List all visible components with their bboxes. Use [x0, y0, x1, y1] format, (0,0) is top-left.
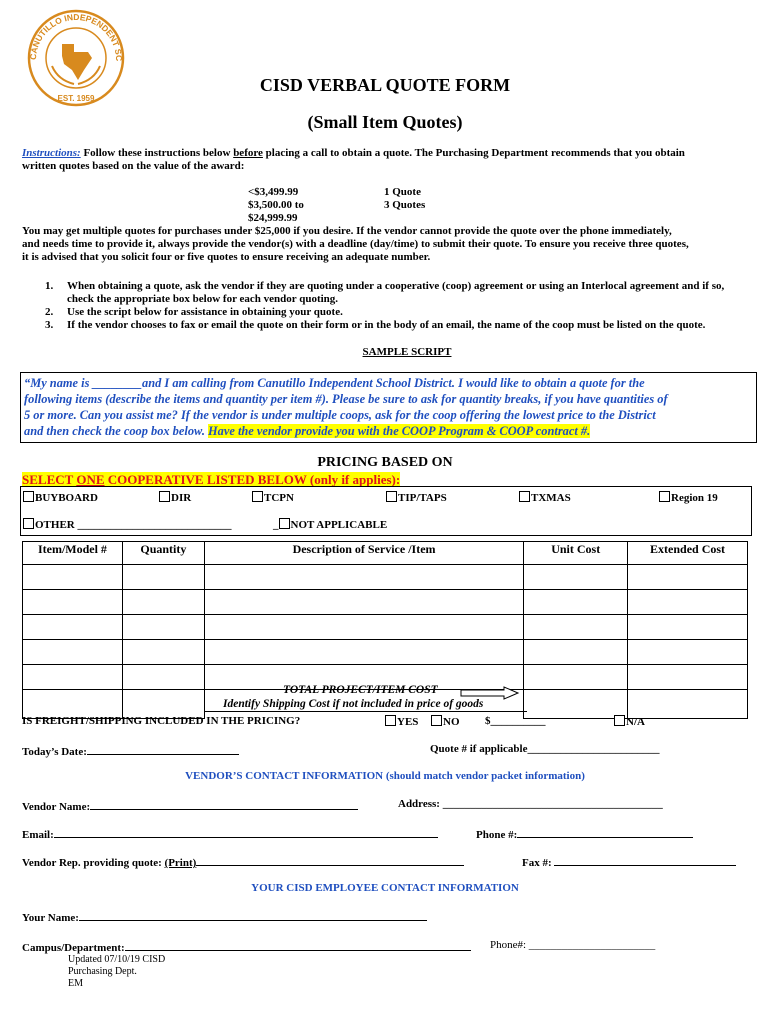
step-item: check the appropriate box below for each vendor quoting.	[67, 293, 339, 305]
vendor-address-field[interactable]: Address: ________________________________________	[398, 798, 663, 810]
total-cost-label: TOTAL PROJECT/ITEM COST	[283, 684, 438, 696]
script-line: following items (describe the items and quantity per item #). Please be sure to ask for quantity breaks, if you have quantities of	[24, 392, 668, 406]
coop-options-box	[20, 486, 752, 536]
page-subtitle: (Small Item Quotes)	[307, 112, 463, 132]
vendor-fax-field[interactable]: Fax #:	[522, 854, 736, 870]
header-item-model: Item/Model #	[23, 542, 123, 565]
coop-option-region-19[interactable]: Region 19	[659, 491, 718, 505]
freight-question: IS FREIGHT/SHIPPING INCLUDED IN THE PRICING?	[22, 715, 301, 727]
coop-option-tip-taps[interactable]: TIP/TAPS	[386, 491, 447, 505]
coop-option-not-applicable[interactable]: _ NOT APPLICABLE	[273, 519, 388, 531]
header-quantity: Quantity	[122, 542, 204, 565]
threshold-row: $24,999.99	[248, 212, 298, 224]
table-row[interactable]	[23, 590, 748, 615]
coop-option-tcpn[interactable]: TCPN	[252, 491, 294, 505]
instructions-text-c: written quotes based on the value of the award:	[22, 160, 245, 172]
step-item: 1. When obtaining a quote, ask the vendor if they are quoting under a cooperative (coop) agreement or using an Interlocal agreement and if so,	[45, 280, 725, 292]
coop-other-line[interactable]: ____________________________	[77, 519, 232, 531]
checkbox-icon[interactable]	[23, 491, 34, 502]
freight-no-option[interactable]: NO	[431, 715, 460, 729]
vendor-email-field[interactable]: Email:	[22, 826, 438, 842]
checkbox-icon[interactable]	[659, 491, 670, 502]
coop-option-txmas[interactable]: TXMAS	[519, 491, 571, 505]
script-line: 5 or more. Can you assist me? If the vendor is under multiple coops, ask for the coop offering the lowest price to the District	[24, 408, 656, 422]
coop-option-dir[interactable]: DIR	[159, 491, 191, 505]
checkbox-icon[interactable]	[159, 491, 170, 502]
vendor-name-field[interactable]: Vendor Name:	[22, 798, 358, 814]
script-highlight: Have the vendor provide you with the COOP Program & COOP contract #.	[208, 424, 591, 438]
checkbox-icon[interactable]	[431, 715, 442, 726]
header-unit-cost: Unit Cost	[524, 542, 628, 565]
page-title: CISD VERBAL QUOTE FORM	[259, 75, 511, 95]
vendor-phone-field[interactable]: Phone #:	[476, 826, 693, 842]
step-item: 3. If the vendor chooses to fax or email the quote on their form or in the body of an email, the name of the coop must be listed on the quote.	[45, 319, 706, 331]
checkbox-icon[interactable]	[23, 518, 34, 529]
vendor-contact-heading: VENDOR’S CONTACT INFORMATION (should match vendor packet information)	[185, 770, 585, 782]
pricing-heading: PRICING BASED ON	[317, 455, 453, 470]
sample-script-box	[20, 372, 757, 443]
table-header-row	[23, 542, 748, 565]
coop-select-instruction: SELECT ONE COOPERATIVE LISTED BELOW (only if applies):	[22, 472, 401, 487]
instructions-before: before	[233, 147, 263, 159]
coop-option-buyboard[interactable]: BUYBOARD	[23, 491, 98, 505]
checkbox-icon[interactable]	[614, 715, 625, 726]
threshold-list	[248, 186, 425, 225]
instructions-text-b: placing a call to obtain a quote. The Purchasing Department recommends that you obtain	[265, 147, 685, 159]
seal-ring-text: CANUTILLO INDEPENDENT SC	[27, 11, 125, 62]
threshold-row: <$3,499.99 1 Quote	[248, 186, 421, 198]
shipping-note: Identify Shipping Cost if not included in price of goods	[223, 698, 484, 710]
checkbox-icon[interactable]	[386, 491, 397, 502]
threshold-row: $3,500.00 to 3 Quotes	[248, 199, 426, 211]
campus-department-field[interactable]: Campus/Department:	[22, 939, 471, 955]
instructions-block	[22, 147, 752, 173]
todays-date-field[interactable]: Today’s Date:	[22, 743, 239, 759]
coop-option-other[interactable]: OTHER ____________________________	[23, 518, 231, 532]
footer-note: Updated 07/10/19 CISD Purchasing Dept. EM	[68, 954, 166, 989]
header-description: Description of Service /Item	[204, 542, 523, 565]
table-row[interactable]	[23, 565, 748, 590]
freight-amount-field[interactable]: $__________	[485, 715, 546, 727]
checkbox-icon[interactable]	[385, 715, 396, 726]
script-line: and then check the coop box below. Have the vendor provide you with the COOP Program & COOP contract #.	[24, 424, 591, 438]
sample-script-heading: SAMPLE SCRIPT	[362, 346, 452, 358]
table-row[interactable]	[23, 640, 748, 665]
shipping-note-underline	[205, 711, 527, 712]
table-row[interactable]	[23, 615, 748, 640]
instructions-label: Instructions:	[22, 147, 81, 159]
employee-name-field[interactable]: Your Name:	[22, 909, 427, 925]
header-extended-cost: Extended Cost	[628, 542, 748, 565]
instructions-text-a: Follow these instructions below	[83, 147, 231, 159]
seal-est-text: EST. 1959	[57, 94, 95, 103]
step-item: 2. Use the script below for assistance in obtaining your quote.	[45, 306, 343, 318]
script-line: “My name is ________and I am calling from Canutillo Independent School District. I would like to obtain a quote for the	[24, 376, 645, 390]
quote-number-field[interactable]: Quote # if applicable________________________	[430, 743, 660, 755]
checkbox-icon[interactable]	[519, 491, 530, 502]
checkbox-icon[interactable]	[279, 518, 290, 529]
freight-yes-option[interactable]: YES	[385, 715, 418, 729]
vendor-rep-field[interactable]: Vendor Rep. providing quote: (Print)	[22, 854, 464, 870]
checkbox-icon[interactable]	[252, 491, 263, 502]
employee-phone-field[interactable]: Phone#: _______________________	[490, 939, 656, 951]
steps-list	[45, 280, 760, 332]
freight-na-option[interactable]: N/A	[614, 715, 645, 729]
employee-contact-heading: YOUR CISD EMPLOYEE CONTACT INFORMATION	[251, 882, 519, 894]
multiple-quotes-paragraph: You may get multiple quotes for purchases under $25,000 if you desire. If the vendor cannot provide the quote over the phone immediately, and needs time to provide it, always provide the vendor(s) with a deadline (day/time) to submit their quote. To ensure you receive three quotes, it is advised that you solicit four or five quotes to ensure receiving an adequate number.	[22, 225, 689, 263]
